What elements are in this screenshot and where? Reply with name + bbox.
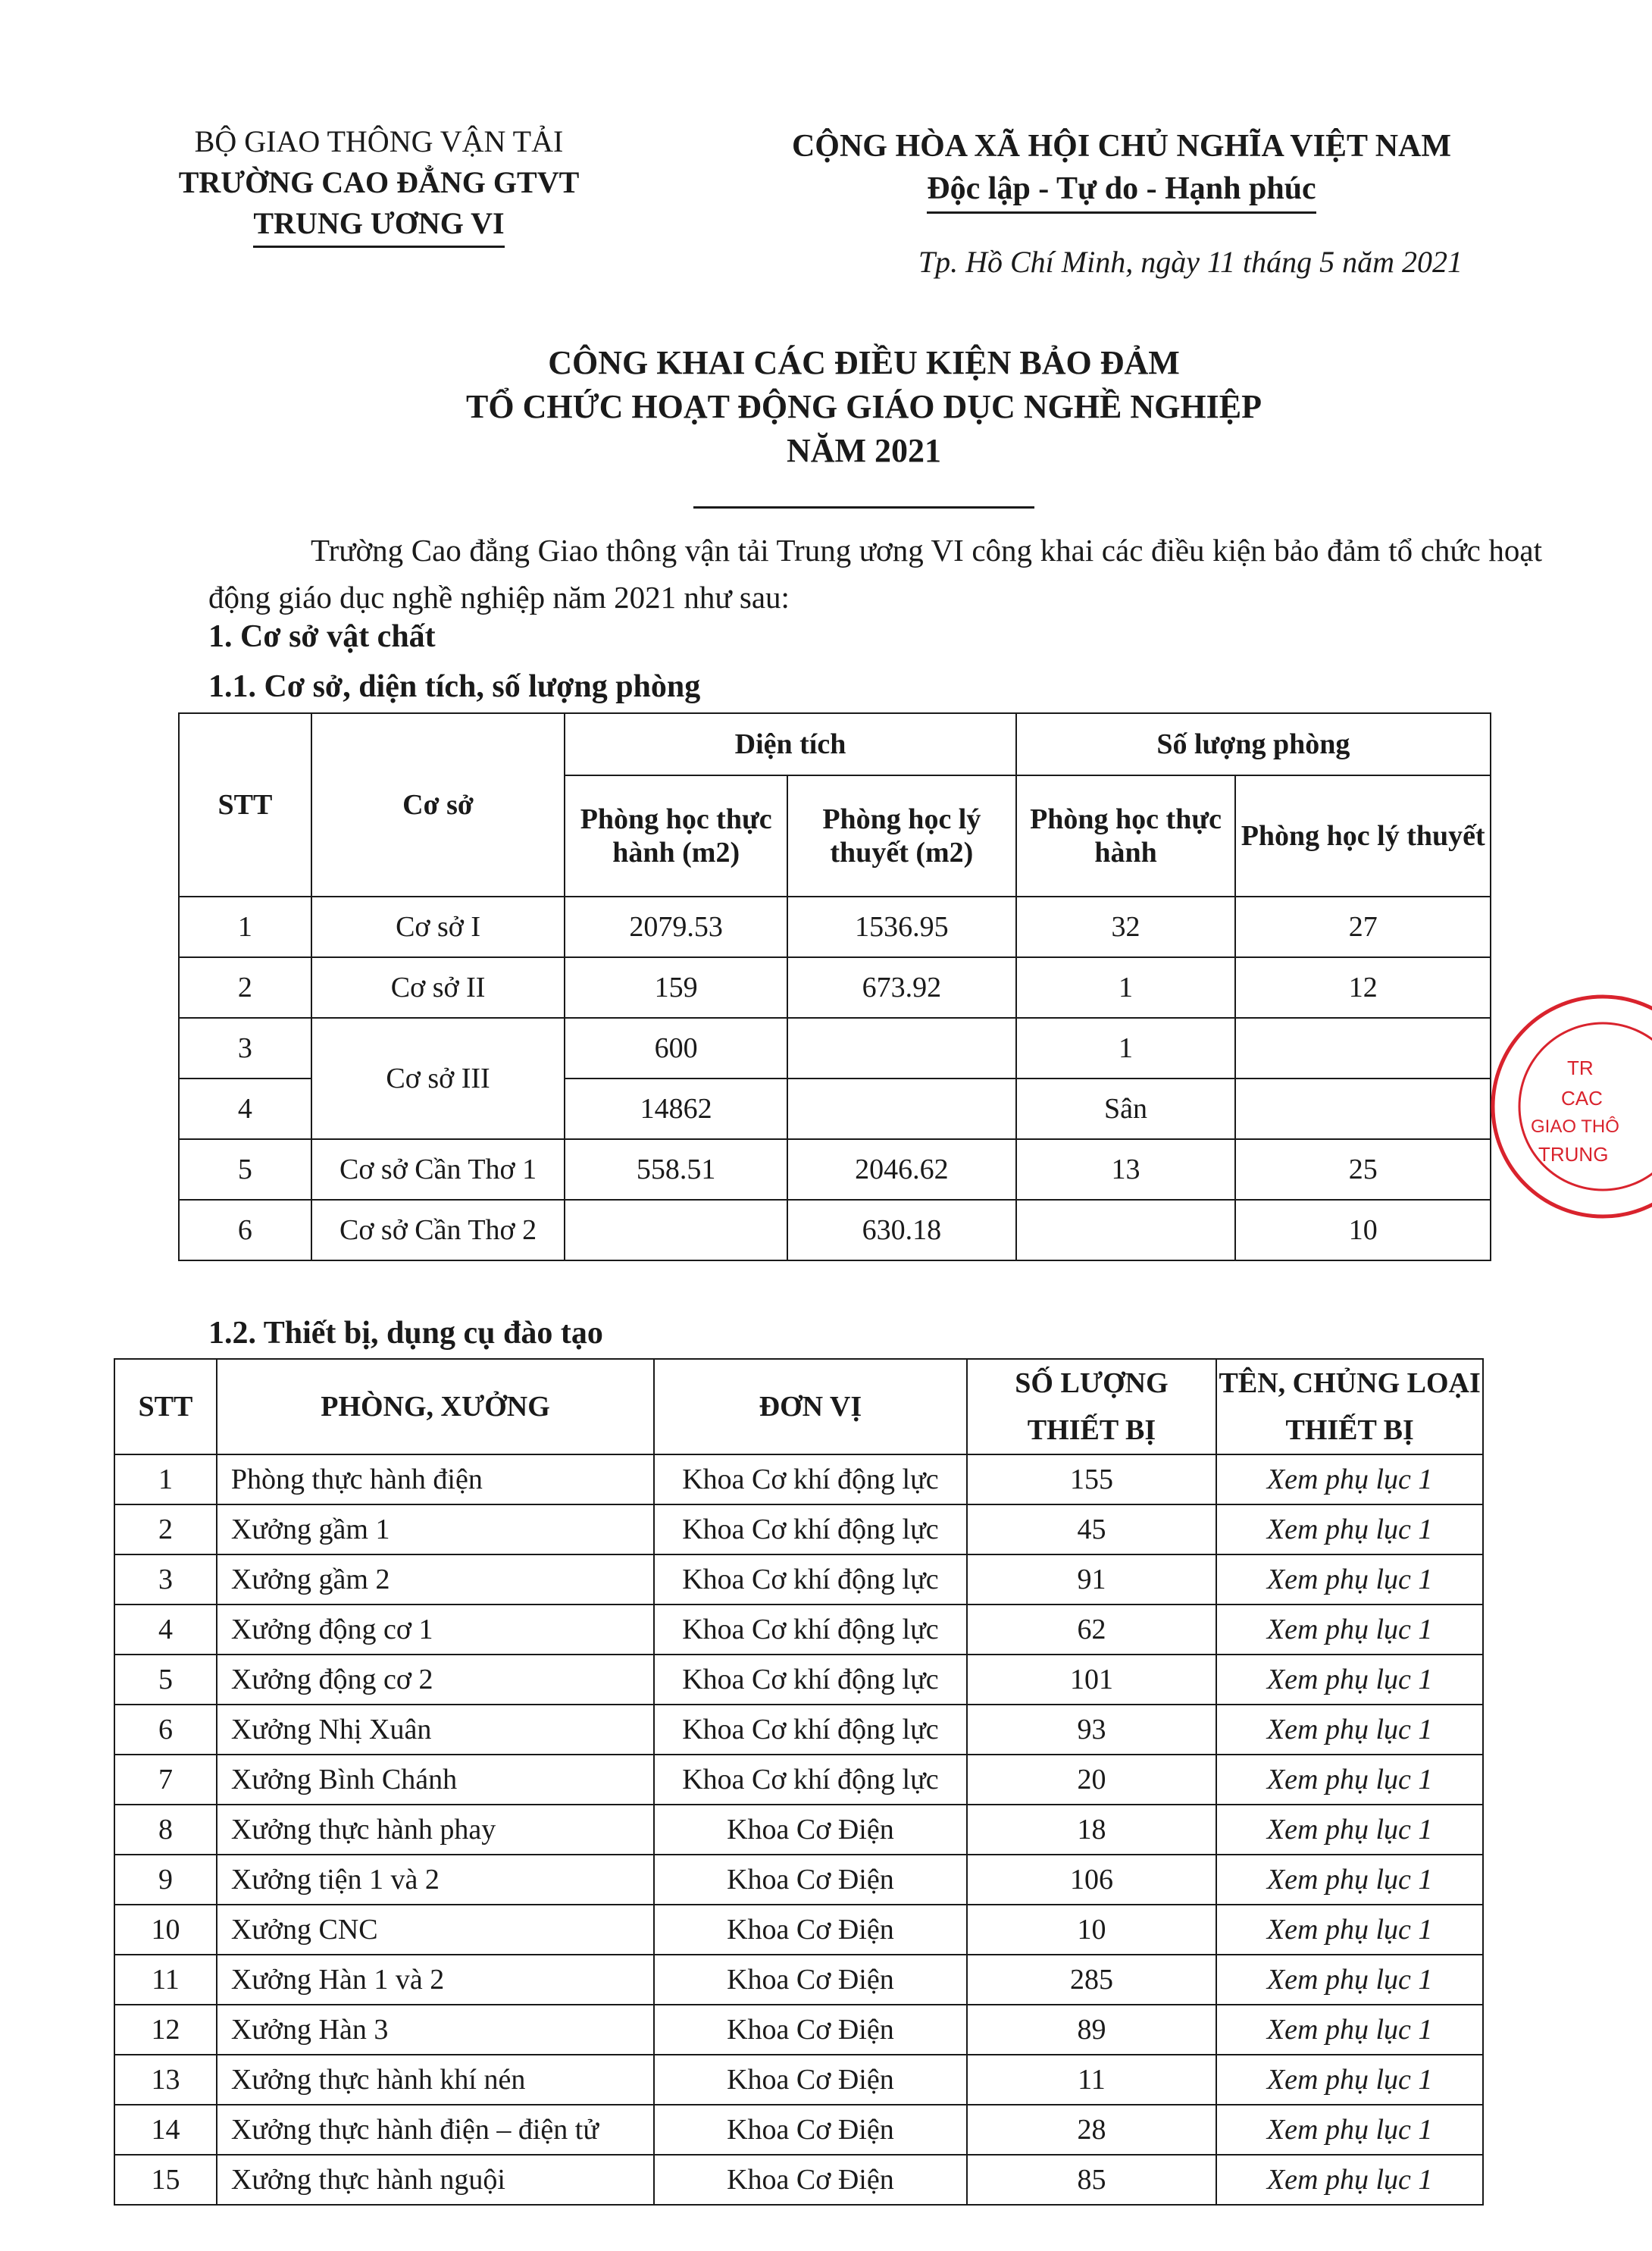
cell: Xưởng Nhị Xuân xyxy=(217,1705,654,1755)
cell: Xem phụ lục 1 xyxy=(1216,1554,1483,1605)
national-motto: Độc lập - Tự do - Hạnh phúc xyxy=(927,167,1316,214)
table-row xyxy=(114,2055,1483,2105)
cell: 5 xyxy=(179,1139,311,1200)
table-row xyxy=(114,1655,1483,1705)
section-heading-1-1: 1.1. Cơ sở, diện tích, số lượng phòng xyxy=(208,669,701,704)
cell: Cơ sở Cần Thơ 2 xyxy=(311,1200,565,1260)
col-header-campus: Cơ sở xyxy=(311,713,565,897)
table-row xyxy=(114,1504,1483,1554)
school-name-line2: TRUNG ƯƠNG VI xyxy=(253,203,504,248)
col-header-count-theory: Phòng học lý thuyết xyxy=(1235,775,1491,897)
col-header-area-theory: Phòng học lý thuyết (m2) xyxy=(787,775,1016,897)
seal-text-4: TRUNG xyxy=(1538,1143,1609,1166)
cell: 155 xyxy=(967,1454,1217,1504)
table-row xyxy=(179,957,1491,1018)
cell: Xem phụ lục 1 xyxy=(1216,2155,1483,2205)
dateline: Tp. Hồ Chí Minh, ngày 11 tháng 5 năm 2021 xyxy=(918,245,1463,279)
cell: Khoa Cơ khí động lực xyxy=(654,1504,966,1554)
seal-text-1: TR xyxy=(1567,1057,1594,1079)
cell: 630.18 xyxy=(787,1200,1016,1260)
cell xyxy=(565,1200,787,1260)
cell-merged-campus: Cơ sở III xyxy=(311,1018,565,1139)
cell: Khoa Cơ Điện xyxy=(654,1955,966,2005)
table-row xyxy=(114,1554,1483,1605)
cell: Xưởng Bình Chánh xyxy=(217,1755,654,1805)
official-seal-stamp xyxy=(1455,993,1652,1220)
cell: 11 xyxy=(967,2055,1217,2105)
table-row xyxy=(114,2155,1483,2205)
col-header-room: PHÒNG, XƯỞNG xyxy=(217,1359,654,1454)
seal-text-2: CAC xyxy=(1561,1087,1603,1110)
col-header-unit: ĐƠN VỊ xyxy=(654,1359,966,1454)
cell: 4 xyxy=(114,1605,217,1655)
republic-name: CỘNG HÒA XÃ HỘI CHỦ NGHĨA VIỆT NAM xyxy=(791,129,1452,164)
cell: 93 xyxy=(967,1705,1217,1755)
cell: 673.92 xyxy=(787,957,1016,1018)
cell: Khoa Cơ Điện xyxy=(654,2155,966,2205)
cell: 1536.95 xyxy=(787,897,1016,957)
cell: 14 xyxy=(114,2105,217,2155)
cell: Xem phụ lục 1 xyxy=(1216,2005,1483,2055)
cell: Xem phụ lục 1 xyxy=(1216,1905,1483,1955)
cell: 28 xyxy=(967,2105,1217,2155)
cell: 6 xyxy=(179,1200,311,1260)
cell: Xưởng tiện 1 và 2 xyxy=(217,1855,654,1905)
cell: 101 xyxy=(967,1655,1217,1705)
cell: 10 xyxy=(967,1905,1217,1955)
cell: Xem phụ lục 1 xyxy=(1216,1705,1483,1755)
cell: 106 xyxy=(967,1855,1217,1905)
cell: Xưởng động cơ 1 xyxy=(217,1605,654,1655)
intro-paragraph: Trường Cao đẳng Giao thông vận tải Trung ương VI công khai các điều kiện bảo đảm tổ chức hoạt động giáo dục nghề nghiệp năm 2021 như sau: xyxy=(208,533,1542,615)
cell: 5 xyxy=(114,1655,217,1705)
cell: 9 xyxy=(114,1855,217,1905)
cell: 2 xyxy=(179,957,311,1018)
cell: 11 xyxy=(114,1955,217,2005)
cell: Khoa Cơ khí động lực xyxy=(654,1454,966,1504)
cell: Xưởng Hàn 3 xyxy=(217,2005,654,2055)
cell xyxy=(1235,1018,1491,1079)
cell: 18 xyxy=(967,1805,1217,1855)
table-row xyxy=(114,1905,1483,1955)
cell: Xưởng gầm 1 xyxy=(217,1504,654,1554)
cell: 558.51 xyxy=(565,1139,787,1200)
cell: Khoa Cơ khí động lực xyxy=(654,1605,966,1655)
cell: 14862 xyxy=(565,1079,787,1139)
cell: Cơ sở I xyxy=(311,897,565,957)
cell: 13 xyxy=(1016,1139,1236,1200)
cell: Khoa Cơ Điện xyxy=(654,1805,966,1855)
cell: Khoa Cơ khí động lực xyxy=(654,1655,966,1705)
cell: Xưởng Hàn 1 và 2 xyxy=(217,1955,654,2005)
cell: Xem phụ lục 1 xyxy=(1216,2105,1483,2155)
cell: Xưởng thực hành nguội xyxy=(217,2155,654,2205)
cell: Cơ sở II xyxy=(311,957,565,1018)
cell: 62 xyxy=(967,1605,1217,1655)
cell: Xưởng thực hành khí nén xyxy=(217,2055,654,2105)
table-row xyxy=(179,1200,1491,1260)
table-row xyxy=(179,897,1491,957)
title-divider xyxy=(693,506,1034,509)
cell: 12 xyxy=(114,2005,217,2055)
cell: 2 xyxy=(114,1504,217,1554)
cell xyxy=(1016,1200,1236,1260)
ministry-name: BỘ GIAO THÔNG VẬN TẢI xyxy=(194,124,564,158)
cell xyxy=(1235,1079,1491,1139)
cell: 3 xyxy=(114,1554,217,1605)
cell: 20 xyxy=(967,1755,1217,1805)
cell: 1 xyxy=(1016,1018,1236,1079)
cell: Khoa Cơ khí động lực xyxy=(654,1755,966,1805)
col-header-room-count: Số lượng phòng xyxy=(1016,713,1491,775)
cell: 2079.53 xyxy=(565,897,787,957)
cell: Khoa Cơ Điện xyxy=(654,2055,966,2105)
cell: 7 xyxy=(114,1755,217,1805)
cell: Xem phụ lục 1 xyxy=(1216,1755,1483,1805)
cell: Cơ sở Cần Thơ 1 xyxy=(311,1139,565,1200)
cell: 32 xyxy=(1016,897,1236,957)
col-header-stt: STT xyxy=(114,1359,217,1454)
title-line3: NĂM 2021 xyxy=(786,432,942,469)
national-header xyxy=(743,125,1500,214)
document-title xyxy=(250,341,1478,473)
cell: 3 xyxy=(179,1018,311,1079)
col-header-equipment-type: TÊN, CHỦNG LOẠI THIẾT BỊ xyxy=(1216,1359,1483,1454)
table-row xyxy=(114,1955,1483,2005)
cell: 1 xyxy=(179,897,311,957)
issuer-block xyxy=(174,121,584,248)
cell: 15 xyxy=(114,2155,217,2205)
cell: Khoa Cơ Điện xyxy=(654,1855,966,1905)
title-line2: TỔ CHỨC HOẠT ĐỘNG GIÁO DỤC NGHỀ NGHIỆP xyxy=(466,388,1262,425)
cell: Xem phụ lục 1 xyxy=(1216,2055,1483,2105)
cell: Khoa Cơ khí động lực xyxy=(654,1705,966,1755)
cell: 8 xyxy=(114,1805,217,1855)
table-row xyxy=(114,1855,1483,1905)
col-header-count-practice: Phòng học thực hành xyxy=(1016,775,1236,897)
cell: 2046.62 xyxy=(787,1139,1016,1200)
table-row xyxy=(179,1018,1491,1079)
cell: Khoa Cơ Điện xyxy=(654,2105,966,2155)
cell: 27 xyxy=(1235,897,1491,957)
cell: Xem phụ lục 1 xyxy=(1216,1504,1483,1554)
seal-text-3: GIAO THÔ xyxy=(1531,1116,1619,1137)
table-row xyxy=(114,1705,1483,1755)
cell: 1 xyxy=(1016,957,1236,1018)
cell: Xem phụ lục 1 xyxy=(1216,1855,1483,1905)
cell: Xem phụ lục 1 xyxy=(1216,1605,1483,1655)
cell: Khoa Cơ Điện xyxy=(654,2005,966,2055)
cell: Xưởng gầm 2 xyxy=(217,1554,654,1605)
col-header-area: Diện tích xyxy=(565,713,1015,775)
table-row xyxy=(114,1454,1483,1504)
cell: Phòng thực hành điện xyxy=(217,1454,654,1504)
section-heading-1-2: 1.2. Thiết bị, dụng cụ đào tạo xyxy=(208,1316,603,1351)
cell xyxy=(787,1018,1016,1079)
cell: Xem phụ lục 1 xyxy=(1216,1454,1483,1504)
table-row xyxy=(114,1755,1483,1805)
cell: Xưởng thực hành phay xyxy=(217,1805,654,1855)
cell: 13 xyxy=(114,2055,217,2105)
table-row xyxy=(114,2105,1483,2155)
cell: 1 xyxy=(114,1454,217,1504)
cell: 85 xyxy=(967,2155,1217,2205)
cell: Xem phụ lục 1 xyxy=(1216,1655,1483,1705)
cell: 89 xyxy=(967,2005,1217,2055)
cell: Xưởng động cơ 2 xyxy=(217,1655,654,1705)
cell: Khoa Cơ Điện xyxy=(654,1905,966,1955)
cell: Sân xyxy=(1016,1079,1236,1139)
cell: 600 xyxy=(565,1018,787,1079)
table-row xyxy=(179,1139,1491,1200)
cell: Khoa Cơ khí động lực xyxy=(654,1554,966,1605)
section-heading-1: 1. Cơ sở vật chất xyxy=(208,619,436,654)
col-header-equipment-count: SỐ LƯỢNG THIẾT BỊ xyxy=(967,1359,1217,1454)
cell: Xem phụ lục 1 xyxy=(1216,1805,1483,1855)
col-header-area-practice: Phòng học thực hành (m2) xyxy=(565,775,787,897)
cell: 10 xyxy=(1235,1200,1491,1260)
cell: 10 xyxy=(114,1905,217,1955)
col-header-stt: STT xyxy=(179,713,311,897)
cell: 4 xyxy=(179,1079,311,1139)
cell xyxy=(787,1079,1016,1139)
table-row xyxy=(114,1805,1483,1855)
facilities-table xyxy=(178,712,1491,1261)
cell: Xưởng thực hành điện – điện tử xyxy=(217,2105,654,2155)
cell: 91 xyxy=(967,1554,1217,1605)
cell: 12 xyxy=(1235,957,1491,1018)
cell: Xưởng CNC xyxy=(217,1905,654,1955)
equipment-table xyxy=(114,1358,1484,2206)
school-name-line1: TRƯỜNG CAO ĐẲNG GTVT xyxy=(178,165,580,199)
title-line1: CÔNG KHAI CÁC ĐIỀU KIỆN BẢO ĐẢM xyxy=(548,344,1180,381)
cell: 6 xyxy=(114,1705,217,1755)
cell: 45 xyxy=(967,1504,1217,1554)
cell: 285 xyxy=(967,1955,1217,2005)
table-row xyxy=(114,1605,1483,1655)
cell: 159 xyxy=(565,957,787,1018)
cell: 25 xyxy=(1235,1139,1491,1200)
table-row xyxy=(114,2005,1483,2055)
cell: Xem phụ lục 1 xyxy=(1216,1955,1483,2005)
